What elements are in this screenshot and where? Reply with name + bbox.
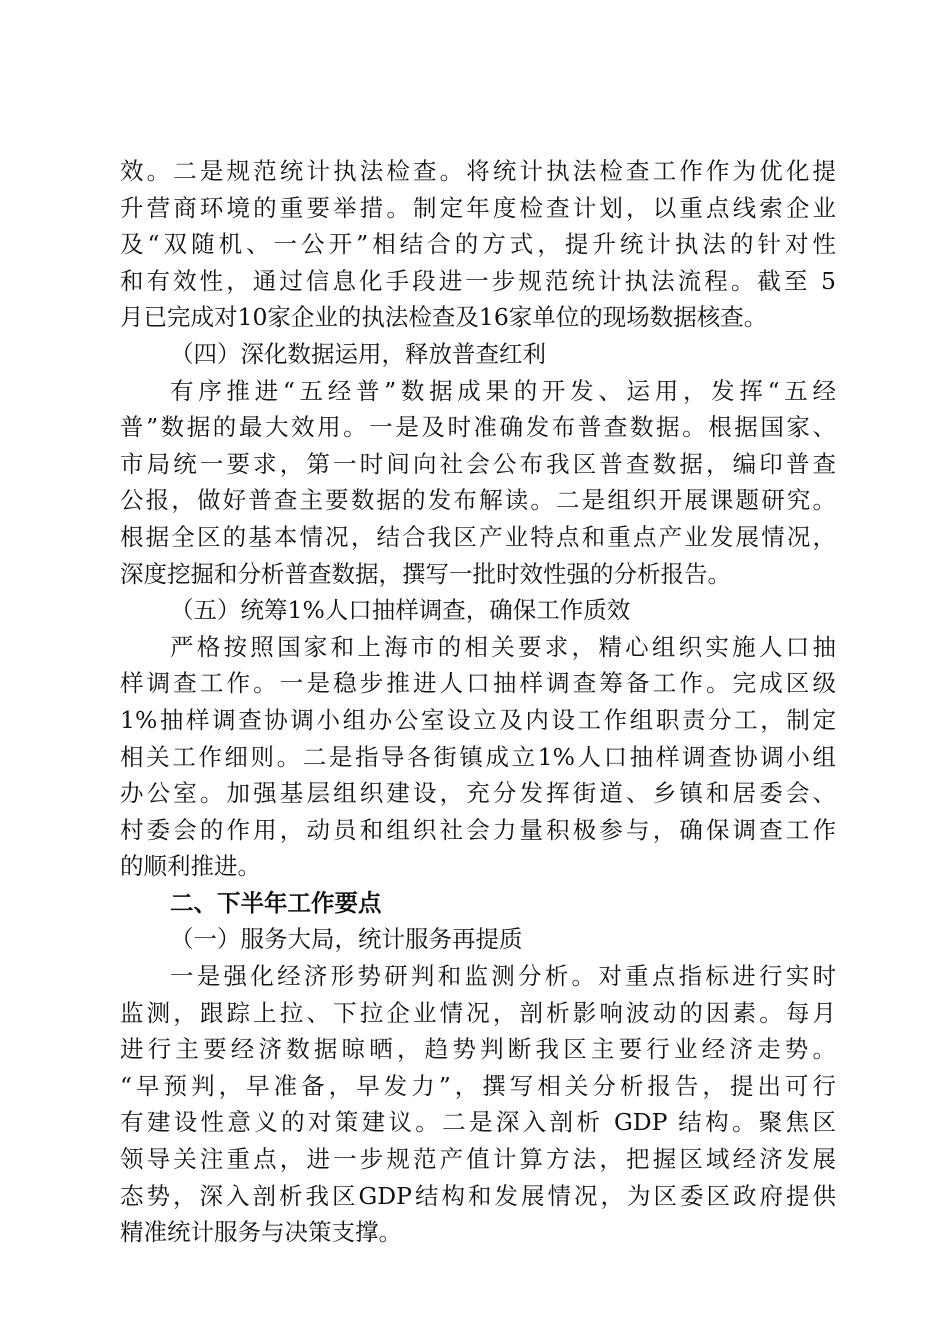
text-line: 严格按照国家和上海市的相关要求，精心组织实施人口抽 [170,632,836,661]
section-heading-5 [120,592,836,629]
heading-text: （四）深化数据运用，释放普查红利 [170,339,546,368]
text-line: 升营商环境的重要举措。制定年度检查计划，以重点线索企业 [120,193,836,222]
text-line: 态势，深入剖析我区GDP结构和发展情况，为区委区政府提供 [120,1181,836,1210]
text-line: 有序推进“五经普”数据成果的开发、运用，发挥“五经 [170,376,836,405]
document-body [120,153,836,1251]
text-line: 和有效性，通过信息化手段进一步规范统计执法流程。截至 5 [120,266,836,295]
text-line: 效。二是规范统计执法检查。将统计执法检查工作作为优化提 [120,157,836,185]
text-line: 公报，做好普查主要数据的发布解读。二是组织开展课题研究。 [120,486,836,515]
text-line: 深度挖掘和分析普查数据，撰写一批时效性强的分析报告。 [120,559,731,588]
chapter-heading-2 [120,885,836,922]
text-line: 市局统一要求，第一时间向社会公布我区普查数据，编印普查 [120,449,836,478]
text-line: 普”数据的最大效用。一是及时准确发布普查数据。根据国家、 [120,413,836,442]
heading-text: （五）统筹1%人口抽样调查，确保工作质效 [170,596,631,625]
text-line: 一是强化经济形势研判和监测分析。对重点指标进行实时 [170,962,836,991]
paragraph-data-usage [120,373,836,593]
text-line: 精准统计服务与决策支撑。 [120,1218,402,1247]
text-line: 及“双随机、一公开”相结合的方式，提升统计执法的针对性 [120,230,836,259]
text-line: 有建设性意义的对策建议。二是深入剖析 GDP 结构。聚焦区 [120,1108,836,1137]
text-line: 监测，跟踪上拉、下拉企业情况，剖析影响波动的因素。每月 [120,998,836,1027]
heading-text: （一）服务大局，统计服务再提质 [170,925,523,954]
text-line: 进行主要经济数据晾晒，趋势判断我区主要行业经济走势。 [120,1035,836,1064]
text-line: 相关工作细则。二是指导各街镇成立1%人口抽样调查协调小组 [120,742,836,771]
text-line: 样调查工作。一是稳步推进人口抽样调查筹备工作。完成区级 [120,669,836,698]
text-line: 村委会的作用，动员和组织社会力量积极参与，确保调查工作 [120,815,836,844]
text-line: 根据全区的基本情况，结合我区产业特点和重点产业发展情况， [120,522,836,551]
section-heading-4 [120,336,836,373]
text-line: 的顺利推进。 [120,852,261,881]
section-heading-1 [120,921,836,958]
paragraph-statistics-law-enforcement [120,153,836,336]
text-line: 领导关注重点，进一步规范产值计算方法，把握区域经济发展 [120,1145,836,1174]
paragraph-economic-monitoring [120,958,836,1251]
text-line: 办公室。加强基层组织建设，充分发挥街道、乡镇和居委会、 [120,779,836,808]
text-line: 1%抽样调查协调小组办公室设立及内设工作组职责分工，制定 [120,705,836,734]
paragraph-population-sampling [120,629,836,885]
heading-text: 二、下半年工作要点 [170,888,382,917]
text-line: 月已完成对10家企业的执法检查及16家单位的现场数据核查。 [120,303,768,332]
text-line: “早预判，早准备，早发力”，撰写相关分析报告，提出可行 [120,1071,836,1100]
